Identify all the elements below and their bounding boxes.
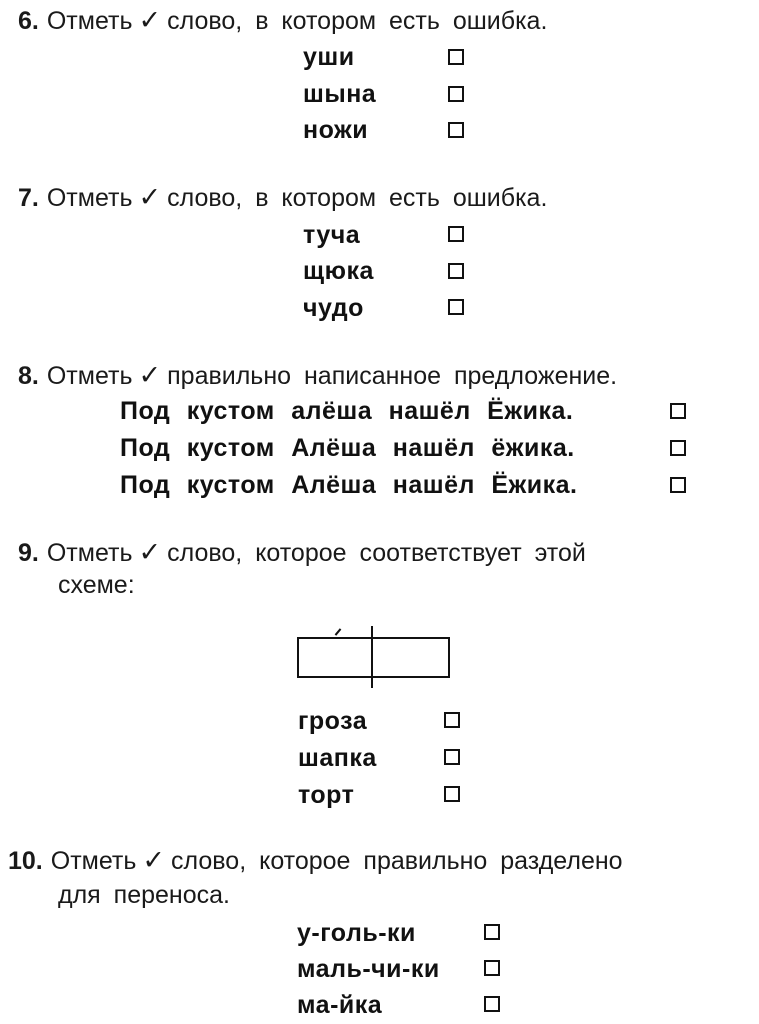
option-label: шына: [303, 80, 377, 108]
check-mark-icon: ✓: [138, 360, 162, 390]
option-checkbox[interactable]: [444, 786, 460, 802]
option-sentence: Под кустом Алёша нашёл Ёжика.: [120, 471, 578, 499]
check-mark-icon: ✓: [138, 537, 162, 567]
option-checkbox[interactable]: [484, 960, 500, 976]
task-number: 10.: [8, 847, 43, 875]
scheme-box: [297, 637, 450, 678]
task-8-question: 8. Отметь ✓ правильно написанное предложение.: [18, 360, 618, 390]
option-sentence: Под кустом Алёша нашёл ёжика.: [120, 434, 575, 462]
option-label: маль-чи-ки: [297, 955, 440, 983]
syllable-divider: [371, 626, 373, 688]
option-checkbox[interactable]: [448, 49, 464, 65]
option-label: щюка: [303, 257, 374, 285]
option-checkbox[interactable]: [448, 299, 464, 315]
stress-mark-icon: [335, 628, 342, 635]
option-label: у-голь-ки: [297, 919, 416, 947]
option-label: торт: [298, 781, 355, 809]
option-label: ножи: [303, 116, 369, 144]
option-checkbox[interactable]: [670, 440, 686, 456]
check-mark-icon: ✓: [138, 182, 162, 212]
task-number: 9.: [18, 539, 39, 567]
option-sentence: Под кустом алёша нашёл Ёжика.: [120, 397, 574, 425]
option-checkbox[interactable]: [484, 996, 500, 1012]
option-label: гроза: [298, 707, 368, 735]
option-checkbox[interactable]: [448, 86, 464, 102]
task-6-question: 6. Отметь ✓ слово, в котором есть ошибка.: [18, 5, 548, 35]
task-10-question: 10. Отметь ✓ слово, которое правильно разделено: [8, 845, 623, 875]
task-9-question: 9. Отметь ✓ слово, которое соответствует этой: [18, 537, 586, 567]
check-mark-icon: ✓: [138, 5, 162, 35]
task-number: 7.: [18, 184, 39, 212]
option-checkbox[interactable]: [448, 263, 464, 279]
option-checkbox[interactable]: [448, 122, 464, 138]
task-10-question-line2: для переноса.: [58, 881, 230, 909]
check-mark-icon: ✓: [142, 845, 166, 875]
option-label: ма-йка: [297, 991, 383, 1019]
option-checkbox[interactable]: [670, 403, 686, 419]
task-number: 8.: [18, 362, 39, 390]
option-checkbox[interactable]: [448, 226, 464, 242]
option-checkbox[interactable]: [484, 924, 500, 940]
option-checkbox[interactable]: [444, 749, 460, 765]
option-label: чудо: [303, 294, 364, 322]
task-9-question-line2: схеме:: [58, 571, 135, 599]
task-7-question: 7. Отметь ✓ слово, в котором есть ошибка.: [18, 182, 548, 212]
option-label: туча: [303, 221, 361, 249]
task-number: 6.: [18, 7, 39, 35]
option-label: уши: [303, 43, 355, 71]
option-checkbox[interactable]: [444, 712, 460, 728]
option-label: шапка: [298, 744, 377, 772]
option-checkbox[interactable]: [670, 477, 686, 493]
